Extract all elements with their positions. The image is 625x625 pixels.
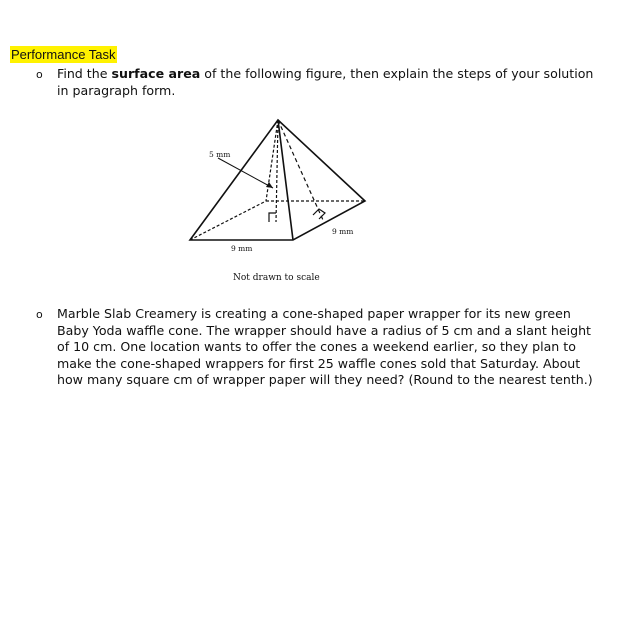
task-text: Marble Slab Creamery is creating a cone-shaped paper wrapper for its new green Baby Yoda waffle cone. The wrapper should have a radius of 5 cm and a slant height of 10 cm. One location wants to offer the cones a weekend earlier, so they plan to make the cone-shaped wrappers for first 25 waffle cones sold that Saturday. About how many square cm of wrapper paper will they need? (Round to the nearest tenth.): [57, 306, 593, 388]
square-pyramid-diagram: [185, 112, 385, 287]
task-item-cone-wrapper: [36, 306, 606, 389]
task-text-suffix: of the following figure, then explain the steps of your solution in paragraph form.: [57, 66, 594, 98]
task-item-surface-area: [36, 66, 606, 99]
task-text-prefix: Find the: [57, 66, 112, 81]
side-length-label-bottom: 9 mm: [231, 244, 253, 253]
side-length-label-right: 9 mm: [332, 227, 354, 236]
section-heading: Performance Task: [11, 47, 116, 62]
bullet-icon: o: [36, 308, 43, 321]
pyramid-figure: [185, 112, 385, 287]
task-text: [57, 66, 606, 99]
task-text-bold: surface area: [111, 66, 201, 81]
slant-height-label: 5 mm: [209, 150, 231, 159]
figure-caption: Not drawn to scale: [233, 273, 320, 283]
bullet-icon: o: [36, 68, 43, 81]
